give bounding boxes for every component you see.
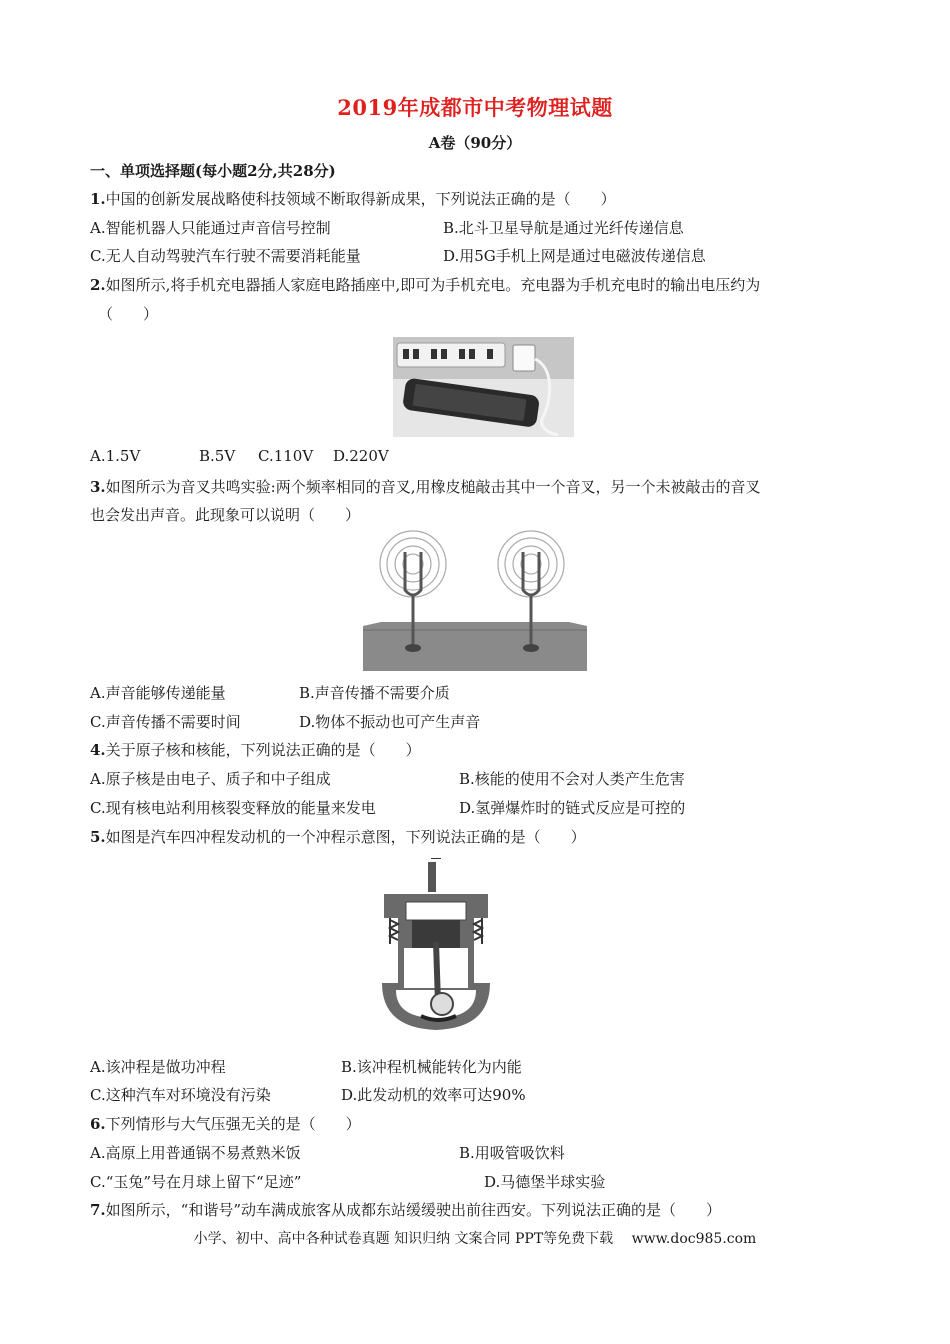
- phone-charger-figure: [393, 337, 574, 437]
- question-2-line2: （ ）: [98, 305, 159, 323]
- q4-option-d: D.氢弹爆炸时的链式反应是可控的: [459, 799, 686, 817]
- question-1: 1.中国的创新发展战略使科技领域不断取得新成果，下列说法正确的是（ ）: [90, 190, 616, 208]
- question-4: 4.关于原子核和核能，下列说法正确的是（ ）: [90, 741, 421, 759]
- q5-option-b: B.该冲程机械能转化为内能: [341, 1058, 522, 1076]
- tuning-fork-figure: [363, 530, 587, 671]
- q6-option-a: A.高原上用普通锅不易煮熟米饭: [90, 1144, 301, 1162]
- q1-option-c: C.无人自动驾驶汽车行驶不需要消耗能量: [90, 247, 361, 265]
- q6-option-d: D.马德堡半球实验: [484, 1173, 606, 1191]
- section-heading: 一、单项选择题(每小题2分,共28分): [90, 162, 336, 180]
- q4-option-a: A.原子核是由电子、质子和中子组成: [90, 770, 331, 788]
- q2-option-c: C.110V: [258, 447, 314, 465]
- q4-option-c: C.现有核电站利用核裂变释放的能量来发电: [90, 799, 376, 817]
- question-3-line2: 也会发出声音。此现象可以说明（ ）: [90, 506, 361, 524]
- page-title: 2019年成都市中考物理试题: [337, 95, 613, 120]
- question-7: 7.如图所示，“和谐号”动车满成旅客从成都东站缓缓驶出前往西安。下列说法正确的是（ ）: [90, 1201, 722, 1219]
- q3-option-c: C.声音传播不需要时间: [90, 713, 241, 731]
- question-6: 6.下列情形与大气压强无关的是（ ）: [90, 1115, 361, 1133]
- q3-option-a: A.声音能够传递能量: [90, 684, 226, 702]
- q2-option-d: D.220V: [333, 447, 389, 465]
- q1-option-b: B.北斗卫星导航是通过光纤传递信息: [443, 219, 684, 237]
- q5-option-c: C.这种汽车对环境没有污染: [90, 1086, 271, 1104]
- q4-option-b: B.核能的使用不会对人类产生危害: [459, 770, 685, 788]
- q5-option-a: A.该冲程是做功冲程: [90, 1058, 226, 1076]
- question-3: 3.如图所示为音叉共鸣实验:两个频率相同的音叉,用橡皮槌敲击其中一个音叉，另一个未被敲击的音叉: [90, 478, 761, 496]
- q3-option-b: B.声音传播不需要介质: [299, 684, 450, 702]
- q6-option-c: C.“玉兔”号在月球上留下“足迹”: [90, 1173, 302, 1191]
- engine-stroke-figure: [376, 858, 496, 1038]
- q3-option-d: D.物体不振动也可产生声音: [299, 713, 481, 731]
- q2-option-a: A.1.5V: [90, 447, 141, 465]
- page-footer: 小学、初中、高中各种试卷真题 知识归纳 文案合同 PPT等免费下载 www.doc985.com: [193, 1231, 757, 1247]
- question-2: 2.如图所示,将手机充电器插人家庭电路插座中,即可为手机充电。充电器为手机充电时的输出电压约为: [90, 276, 761, 294]
- q2-option-b: B.5V: [199, 447, 236, 465]
- q6-option-b: B.用吸管吸饮料: [459, 1144, 565, 1162]
- page-subtitle: A卷（90分）: [428, 134, 522, 152]
- q1-option-d: D.用5G手机上网是通过电磁波传递信息: [443, 247, 706, 265]
- q1-option-a: A.智能机器人只能通过声音信号控制: [90, 219, 331, 237]
- q5-option-d: D.此发动机的效率可达90%: [341, 1086, 526, 1104]
- question-5: 5.如图是汽车四冲程发动机的一个冲程示意图，下列说法正确的是（ ）: [90, 828, 586, 846]
